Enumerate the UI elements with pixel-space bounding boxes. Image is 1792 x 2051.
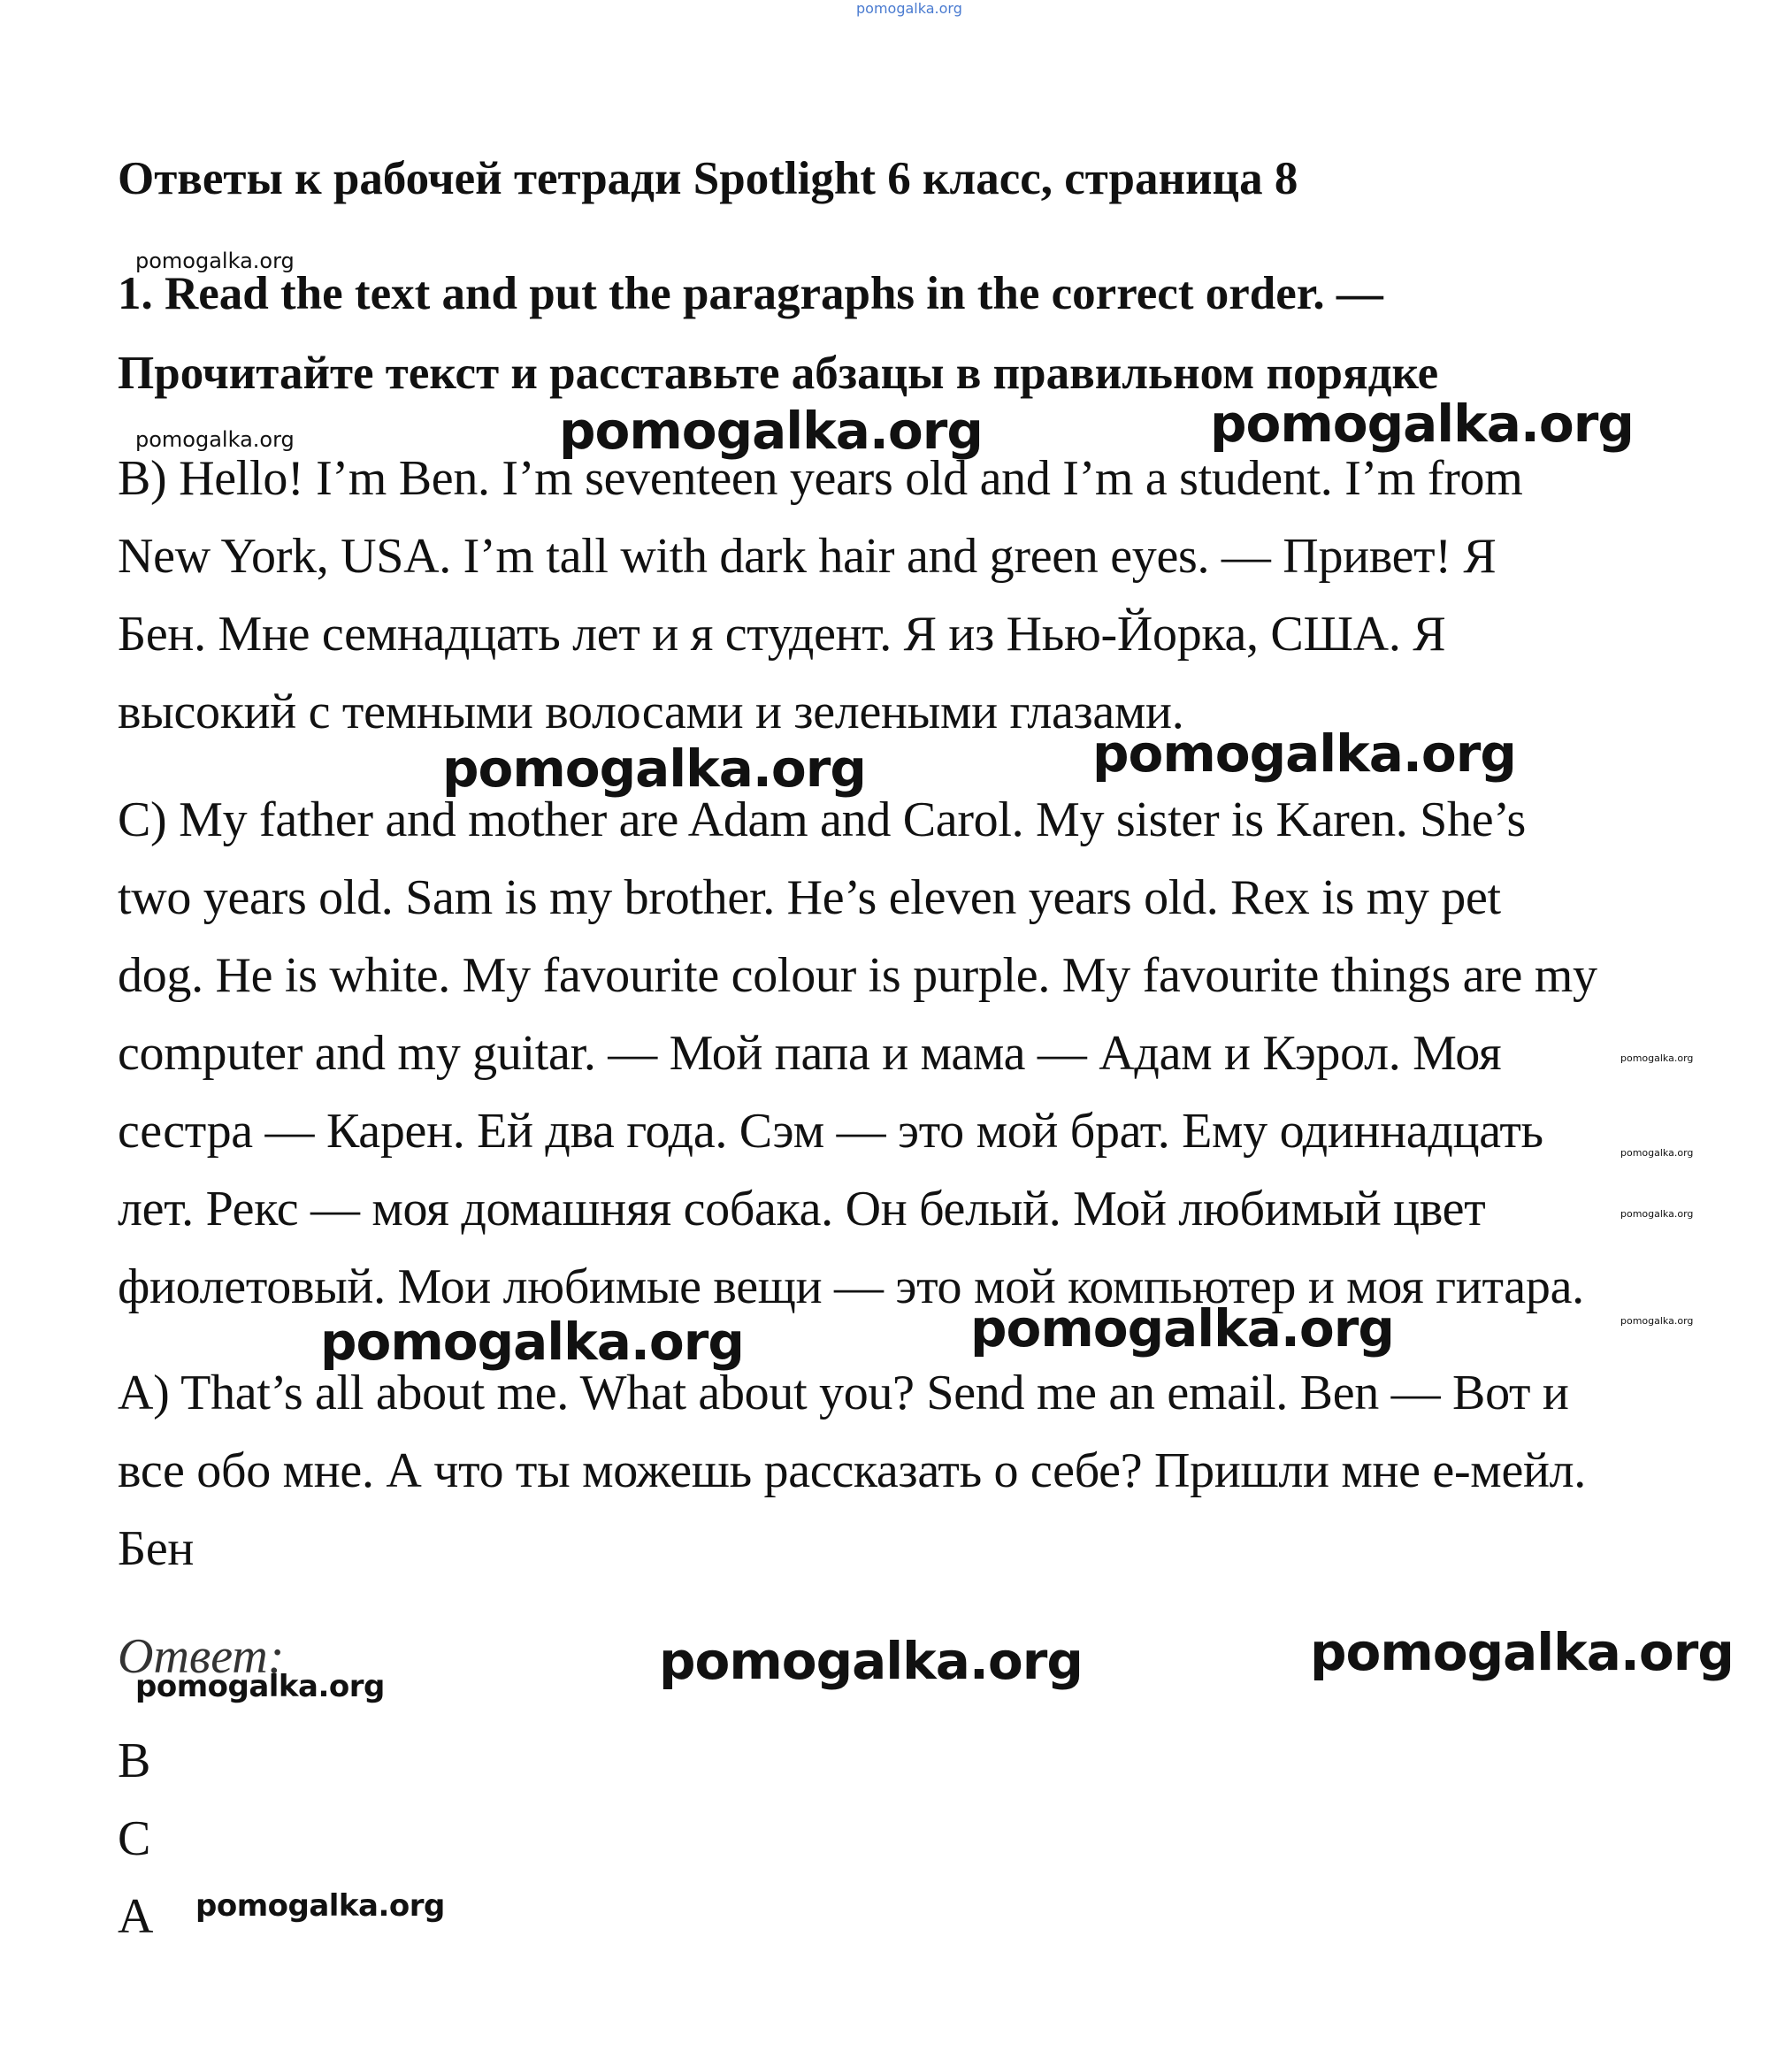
paragraph-a-line: A) That’s all about me. What about you? Send me an email. Ben — Вот и (118, 1366, 1569, 1420)
paragraph-c-line: фиолетовый. Мои любимые вещи — это мой компьютер и моя гитара. (118, 1259, 1584, 1314)
paragraph-a-line: Бен (118, 1521, 195, 1576)
paragraph-c-line: лет. Рекс — моя домашняя собака. Он белый. Мой любимый цвет (118, 1182, 1486, 1236)
watermark: pomogalka.org (1620, 1147, 1694, 1159)
paragraph-c-line: dog. He is white. My favourite colour is purple. My favourite things are my (118, 948, 1597, 1003)
watermark: pomogalka.org (1310, 1622, 1734, 1682)
watermark: pomogalka.org (135, 249, 295, 273)
task-heading-en: 1. Read the text and put the paragraphs in the correct order. — (118, 268, 1383, 319)
paragraph-c-line: C) My father and mother are Adam and Carol. My sister is Karen. She’s (118, 792, 1527, 847)
watermark: pomogalka.org (1620, 1052, 1694, 1064)
paragraph-c-line: two years old. Sam is my brother. He’s eleven years old. Rex is my pet (118, 870, 1501, 925)
paragraph-a-line: все обо мне. А что ты можешь рассказать о себе? Пришли мне е-мейл. (118, 1443, 1587, 1498)
paragraph-c-line: сестра — Карен. Ей два года. Сэм — это мой брат. Ему одиннадцать (118, 1104, 1543, 1159)
watermark: pomogalka.org (442, 739, 866, 799)
top-watermark: pomogalka.org (856, 0, 962, 17)
paragraph-b-line: Бен. Мне семнадцать лет и я студент. Я из Нью-Йорка, США. Я (118, 607, 1446, 662)
watermark: pomogalka.org (320, 1312, 744, 1372)
watermark: pomogalka.org (135, 427, 295, 452)
watermark: pomogalka.org (135, 1669, 385, 1704)
answer-item: B (118, 1733, 151, 1788)
watermark: pomogalka.org (1210, 394, 1634, 454)
watermark: pomogalka.org (195, 1888, 445, 1924)
answer-label: Ответ: (118, 1629, 285, 1684)
watermark: pomogalka.org (559, 401, 983, 461)
answer-item: A (118, 1889, 154, 1944)
watermark: pomogalka.org (1620, 1208, 1694, 1220)
paragraph-c-line: computer and my guitar. — Мой папа и мама — Адам и Кэрол. Моя (118, 1026, 1502, 1081)
watermark: pomogalka.org (659, 1631, 1083, 1691)
paragraph-b-line: New York, USA. I’m tall with dark hair and green eyes. — Привет! Я (118, 529, 1497, 584)
paragraph-b-line: B) Hello! I’m Ben. I’m seventeen years old and I’m a student. I’m from (118, 451, 1523, 506)
paragraph-b-line: высокий с темными волосами и зелеными глазами. (118, 685, 1184, 739)
watermark: pomogalka.org (970, 1298, 1394, 1358)
page-title: Ответы к рабочей тетради Spotlight 6 класс, страница 8 (118, 153, 1298, 204)
task-heading-ru: Прочитайте текст и расставьте абзацы в правильном порядке (118, 348, 1439, 399)
watermark: pomogalka.org (1620, 1315, 1694, 1327)
watermark: pomogalka.org (1092, 723, 1516, 784)
answer-item: C (118, 1811, 151, 1866)
